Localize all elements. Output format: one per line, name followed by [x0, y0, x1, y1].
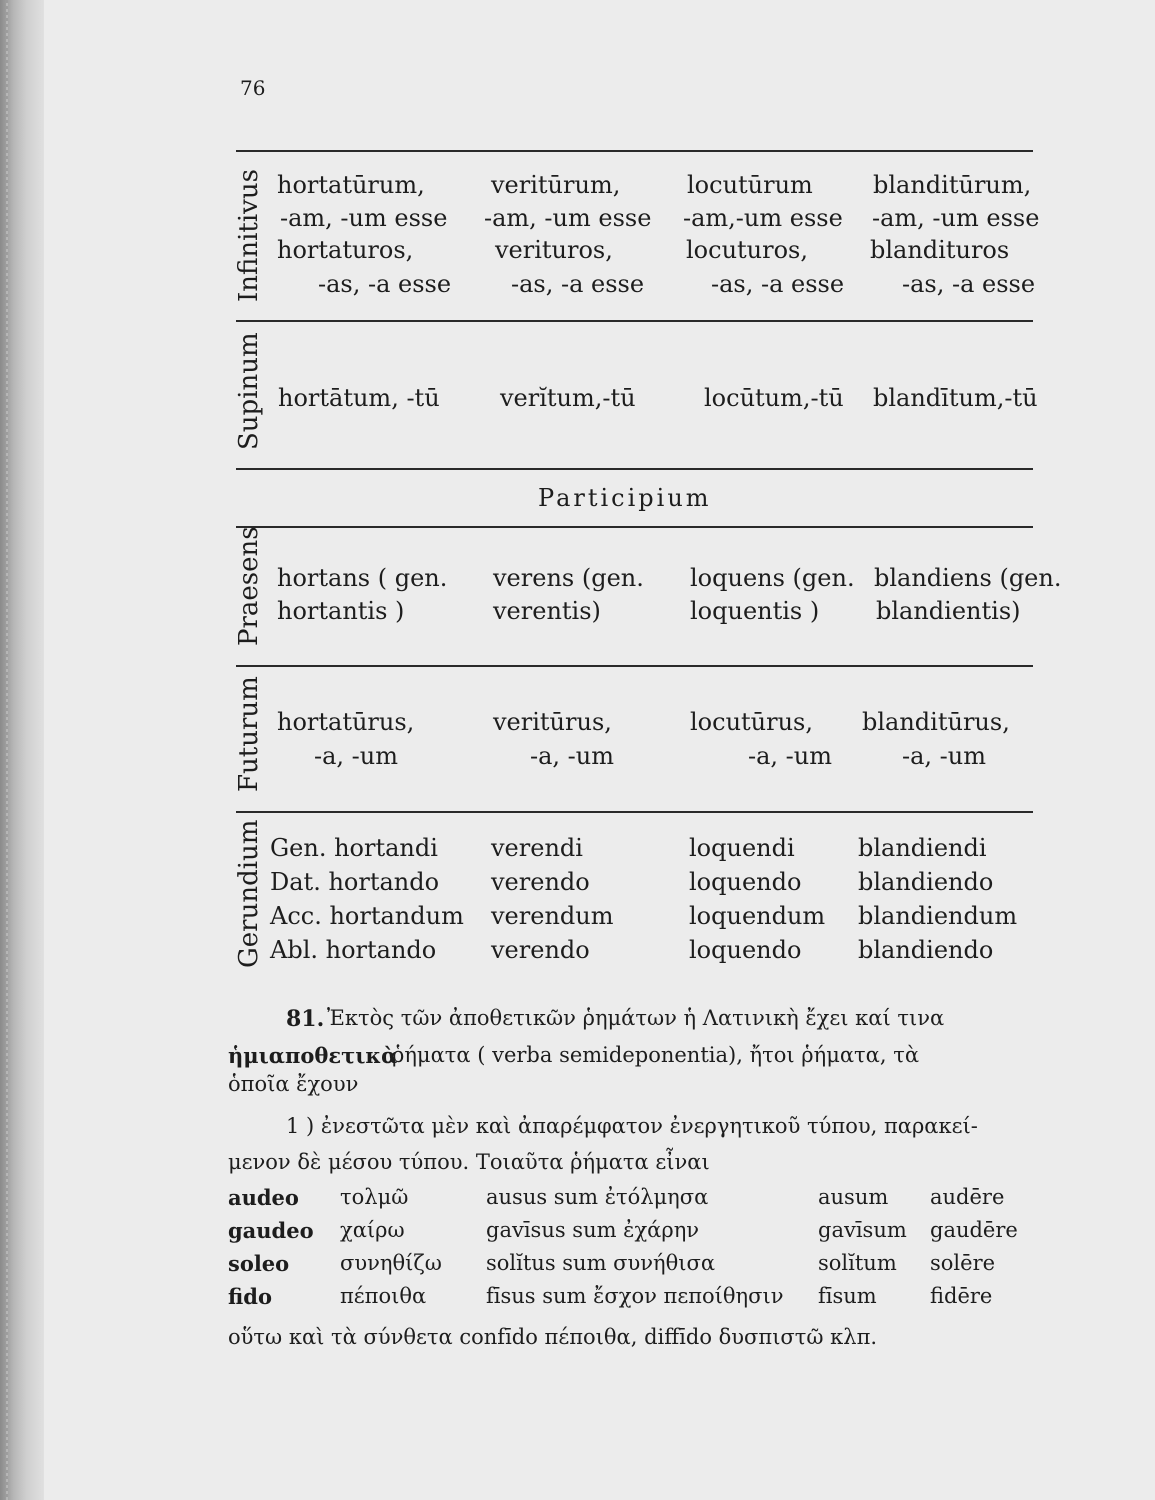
verb-latin: soleo [228, 1251, 290, 1276]
verb-supine: fīsum [818, 1284, 877, 1308]
paragraph-line: μενον δὲ μέσου τύπου. Τοιαῦτα ῥήματα εἶναι [228, 1150, 710, 1174]
table-cell: -as, -a esse [318, 270, 452, 298]
table-rule [236, 320, 1033, 322]
table-cell: -a, -um [748, 742, 832, 770]
table-cell: -a, -um [902, 742, 986, 770]
table-cell: Gen. hortandi [270, 834, 438, 862]
table-cell: verendi [491, 834, 583, 862]
verb-perfect: ausus sum ἐτόλμησα [486, 1185, 709, 1209]
table-cell: loquendi [689, 834, 795, 862]
table-cell: locutūrus, [690, 708, 813, 736]
book-gutter-edge [0, 0, 44, 1500]
infinitivus-label: Infinitivus [234, 169, 264, 302]
participium-heading: Participium [538, 484, 712, 512]
table-cell: -as, -a esse [902, 270, 1036, 298]
table-cell: verĭtum,-tū [500, 384, 636, 412]
table-rule [236, 665, 1033, 667]
verb-supine: ausum [818, 1185, 889, 1209]
table-rule [236, 526, 1033, 528]
table-cell: veritūrus, [493, 708, 612, 736]
table-cell: blandiens (gen. [874, 564, 1062, 592]
verb-greek: συνηθίζω [340, 1251, 442, 1275]
gerundium-label: Gerundium [234, 819, 264, 968]
table-rule [236, 811, 1033, 813]
table-cell: blandiendo [858, 936, 994, 964]
table-cell: blandituros [870, 236, 1010, 264]
verb-infinitive: gaudēre [930, 1218, 1018, 1242]
verb-infinitive: audēre [930, 1185, 1005, 1209]
table-cell: loquendo [689, 868, 802, 896]
verb-perfect: solĭtus sum συνήθισα [486, 1251, 716, 1275]
verb-infinitive: solēre [930, 1251, 996, 1275]
futurum-label: Futurum [234, 676, 264, 792]
verb-supine: gavīsum [818, 1218, 907, 1242]
verb-perfect: fīsus sum ἔσχον πεποίθησιν [486, 1284, 784, 1308]
verb-latin: fido [228, 1284, 272, 1309]
table-cell: -as, -a esse [711, 270, 845, 298]
table-cell: -am, -um esse [484, 204, 652, 232]
table-cell: Acc. hortandum [270, 902, 464, 930]
table-cell: hortantis ) [277, 597, 405, 625]
table-cell: hortaturos, [277, 236, 414, 264]
verb-supine: solĭtum [818, 1251, 897, 1275]
verb-perfect: gavīsus sum ἐχάρην [486, 1218, 700, 1242]
table-cell: verendum [491, 902, 614, 930]
table-cell: -am, -um esse [280, 204, 448, 232]
paragraph-line: 1 ) ἐνεστῶτα μὲν καὶ ἀπαρέμφατον ἐνεργητικοῦ τύπου, παρακεί- [286, 1114, 978, 1138]
table-cell: hortans ( gen. [277, 564, 448, 592]
paragraph-line: Ἐκτὸς τῶν ἀποθετικῶν ῥημάτων ἡ Λατινικὴ ἔχει καί τινα [327, 1006, 945, 1030]
table-cell: -am, -um esse [872, 204, 1040, 232]
verb-greek: χαίρω [340, 1218, 405, 1242]
section-number: 81. [286, 1006, 325, 1032]
table-cell: Abl. hortando [270, 936, 437, 964]
table-cell: verens (gen. [493, 564, 644, 592]
table-cell: loquens (gen. [690, 564, 855, 592]
table-cell: blandiendo [858, 868, 994, 896]
table-cell: locuturos, [686, 236, 808, 264]
table-cell: veritūrum, [491, 171, 621, 199]
table-cell: verentis) [493, 597, 601, 625]
table-top-rule [236, 150, 1033, 152]
table-cell: -as, -a esse [511, 270, 645, 298]
verb-infinitive: fidēre [930, 1284, 993, 1308]
verb-greek: τολμῶ [340, 1185, 409, 1209]
supinum-label: Supinum [234, 332, 264, 450]
table-cell: blanditūrum, [873, 171, 1032, 199]
table-cell: verendo [491, 868, 590, 896]
verb-greek: πέποιθα [340, 1284, 427, 1308]
table-cell: hortatūrus, [277, 708, 415, 736]
table-cell: verituros, [495, 236, 613, 264]
paragraph-line: ὁποῖα ἔχουν [228, 1072, 359, 1096]
table-cell: loquendo [689, 936, 802, 964]
table-cell: locūtum,-tū [704, 384, 844, 412]
table-cell: blandiendi [858, 834, 987, 862]
table-cell: blandītum,-tū [873, 384, 1038, 412]
bold-term: ἡμιαποθετικὰ [228, 1043, 398, 1068]
praesens-label: Praesens [234, 526, 264, 646]
table-cell: locutūrum [687, 171, 813, 199]
table-cell: loquentis ) [690, 597, 820, 625]
table-cell: -a, -um [530, 742, 614, 770]
table-cell: Dat. hortando [270, 868, 440, 896]
table-cell: blanditūrus, [862, 708, 1010, 736]
table-cell: blandientis) [876, 597, 1021, 625]
table-rule [236, 468, 1033, 470]
table-cell: hortātum, -tū [278, 384, 440, 412]
verb-latin: gaudeo [228, 1218, 314, 1243]
verb-latin: audeo [228, 1185, 299, 1210]
table-cell: loquendum [689, 902, 826, 930]
table-cell: blandiendum [858, 902, 1018, 930]
table-cell: -a, -um [314, 742, 398, 770]
table-cell: hortatūrum, [277, 171, 425, 199]
paragraph-line: οὕτω καὶ τὰ σύνθετα confīdo πέποιθα, diffīdo δυσπιστῶ κλπ. [228, 1325, 878, 1349]
paragraph-line: ῥήματα ( verba semideponentia), ἤτοι ῥήματα, τὰ [392, 1043, 920, 1067]
page-number: 76 [240, 76, 266, 100]
table-cell: -am,-um esse [683, 204, 843, 232]
table-cell: verendo [491, 936, 590, 964]
